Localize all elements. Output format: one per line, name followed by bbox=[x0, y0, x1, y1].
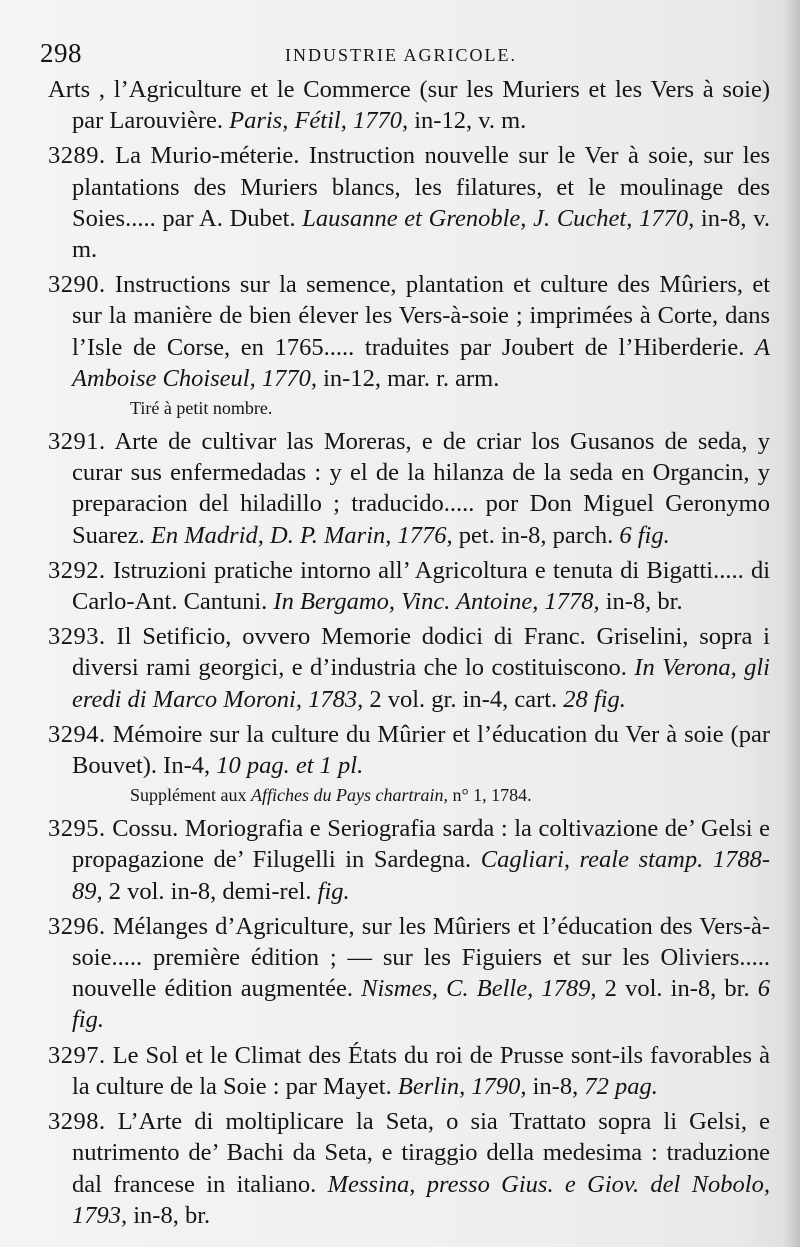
entry-number: 3296. bbox=[48, 912, 106, 940]
catalog-entry-3296 bbox=[48, 911, 770, 1036]
catalog-entry-3290 bbox=[48, 269, 770, 394]
note-text: Supplément aux bbox=[130, 785, 251, 806]
note-text-italic: Affiches du Pays chartrain, bbox=[250, 785, 448, 806]
entry-format-italic: 72 pag. bbox=[584, 1072, 658, 1100]
entry-imprint: 10 pag. et 1 pl. bbox=[216, 752, 364, 780]
entry-number: 3290. bbox=[48, 271, 106, 299]
entry-imprint: Nismes, C. Belle, 1789, bbox=[361, 975, 597, 1003]
entry-text: Arte de cultivar las Moreras, e de criar los Gusanos de seda, y curar sus enfermedadas : y el de la hilanza de la seda en Organcin, y preparacion del hiladillo ; traducido..... por Don Miguel Geronymo Suarez. bbox=[72, 428, 770, 549]
running-head: INDUSTRIE AGRICOLE. bbox=[285, 45, 517, 65]
entry-imprint: In Verona, gli eredi di Marco Moroni, 1783, bbox=[72, 654, 770, 713]
entry-format: in-12, v. m. bbox=[408, 107, 527, 135]
page-header bbox=[0, 38, 800, 78]
entry-number: 3297. bbox=[48, 1041, 106, 1069]
catalog-entry-3291 bbox=[48, 426, 770, 551]
entry-number: 3289. bbox=[48, 142, 106, 170]
entry-format-italic: 6 fig. bbox=[619, 521, 670, 549]
entry-imprint: Paris, Fétil, 1770, bbox=[229, 107, 409, 135]
entry-imprint: Cagliari, reale stamp. 1788-89, bbox=[72, 846, 770, 905]
entry-text: La Murio-méterie. Instruction nouvelle sur le Ver à soie, sur les plantations des Muriers blancs, les filatures, et le moulinage des Soies..... par A. Dubet. bbox=[72, 142, 770, 232]
entry-number: 3292. bbox=[48, 556, 106, 584]
entry-imprint: In Bergamo, Vinc. Antoine, 1778, bbox=[273, 588, 600, 616]
entry-imprint: Lausanne et Grenoble, J. Cuchet, 1770, bbox=[302, 204, 695, 232]
catalog-entry-3298 bbox=[48, 1106, 770, 1231]
catalog-entry-3292 bbox=[48, 555, 770, 617]
catalog-entry-3295 bbox=[48, 813, 770, 907]
catalog-body bbox=[48, 74, 770, 1235]
entry-format-italic: 28 fig. bbox=[563, 685, 626, 713]
entry-format: pet. in-8, parch. bbox=[452, 521, 620, 549]
entry-text: Cossu. Moriografia e Seriografia sarda : la coltivazione de’ Gelsi e propagazione de’ Filugelli in Sardegna. bbox=[72, 815, 770, 874]
entry-format: in-12, mar. r. arm. bbox=[317, 364, 500, 392]
catalog-entry-3297 bbox=[48, 1040, 770, 1102]
entry-format-italic: 6 fig. bbox=[72, 975, 770, 1034]
entry-note bbox=[130, 783, 770, 807]
entry-number: 3298. bbox=[48, 1108, 106, 1136]
entry-number: 3291. bbox=[48, 428, 106, 456]
entry-imprint: A Amboise Choiseul, 1770, bbox=[72, 333, 770, 392]
entry-format-italic: fig. bbox=[317, 877, 350, 905]
entry-format: in-8, br. bbox=[599, 588, 683, 616]
entry-format: 2 vol. in-8, demi-rel. bbox=[102, 877, 318, 905]
catalog-entry-3289 bbox=[48, 140, 770, 265]
page-edge-shadow bbox=[784, 0, 800, 1247]
entry-imprint: Messina, presso Gius. e Giov. del Nobolo, 1793, bbox=[72, 1170, 770, 1229]
entry-format: in-8, br. bbox=[127, 1201, 211, 1229]
note-text: Tiré à petit nombre. bbox=[130, 398, 273, 419]
entry-text: Il Setificio, ovvero Memorie dodici di Franc. Griselini, sopra i diversi rami georgici, e d’industria che lo costituiscono. bbox=[72, 623, 770, 682]
entry-format: 2 vol. gr. in-4, cart. bbox=[363, 685, 564, 713]
entry-imprint: En Madrid, D. P. Marin, 1776, bbox=[150, 521, 453, 549]
entry-format: in-8, bbox=[526, 1072, 585, 1100]
entry-text: Instructions sur la semence, plantation et culture des Mûriers, et sur la manière de bien élever les Vers-à-soie ; imprimées à Corte, dans l’Isle de Corse, en 1765..... traduites par Joubert de l’Hiberderie. bbox=[72, 271, 770, 361]
entry-number: 3295. bbox=[48, 815, 106, 843]
entry-text: Arts , l’Agriculture et le Commerce (sur les Muriers et les Vers à soie) par Larouvière. bbox=[48, 76, 770, 135]
catalog-entry-3294 bbox=[48, 719, 770, 781]
entry-text: Mémoire sur la culture du Mûrier et l’éducation du Ver à soie (par Bouvet). In-4, bbox=[72, 720, 770, 780]
entry-number: 3293. bbox=[48, 623, 106, 651]
entry-note bbox=[130, 396, 770, 420]
entry-text: Istruzioni pratiche intorno all’ Agricoltura e tenuta di Bigatti..... di Carlo-Ant. Cantuni. bbox=[72, 556, 770, 616]
entry-format: 2 vol. in-8, br. bbox=[596, 975, 758, 1003]
page-number: 298 bbox=[40, 38, 82, 68]
entry-text: Mélanges d’Agriculture, sur les Mûriers et l’éducation des Vers-à-soie..... première édition ; — sur les Figuiers et sur les Oliviers..... nouvelle édition augmentée. bbox=[72, 912, 770, 1003]
note-text-end: n° 1, 1784. bbox=[447, 785, 532, 806]
entry-text: Le Sol et le Climat des États du roi de Prusse sont-ils favorables à la culture de la Soie : par Mayet. bbox=[72, 1041, 770, 1100]
entry-number: 3294. bbox=[48, 720, 106, 748]
entry-text: L’Arte di moltiplicare la Seta, o sia Trattato sopra li Gelsi, e nutrimento de’ Bachi da Seta, e tiraggio della medesima : traduzione dal francese in italiano. bbox=[72, 1108, 770, 1198]
entry-format: in-8, v. m. bbox=[72, 204, 770, 264]
entry-imprint: Berlin, 1790, bbox=[397, 1072, 527, 1100]
catalog-entry-3293 bbox=[48, 621, 770, 715]
continued-entry bbox=[48, 74, 770, 136]
